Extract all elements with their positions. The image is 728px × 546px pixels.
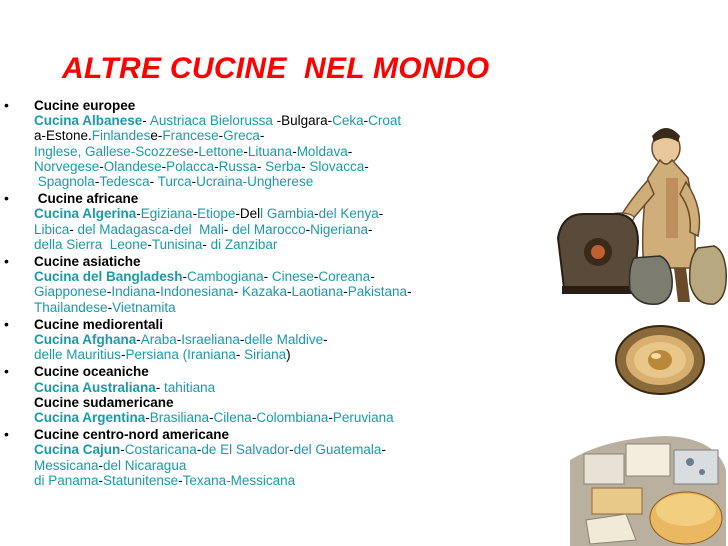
cuisine-link[interactable]: Greca [223, 128, 260, 144]
text-fragment: - [292, 143, 297, 159]
cuisine-link[interactable]: Colombiana [256, 410, 329, 426]
cuisine-link[interactable]: Norvegese [34, 158, 100, 174]
text-fragment: - [145, 410, 150, 426]
text-fragment: e- [150, 128, 163, 144]
bullet-icon: • [4, 426, 9, 443]
text-fragment: -Bulgara- [272, 113, 333, 129]
cuisine-link[interactable]: Cucina Argentina [34, 410, 146, 426]
text-line [34, 98, 524, 113]
text-fragment: - [121, 347, 126, 363]
text-fragment: - [214, 158, 219, 174]
cuisine-link[interactable]: Russa [218, 158, 257, 174]
text-fragment: - [178, 472, 183, 488]
text-fragment: - [314, 206, 319, 222]
cuisine-link[interactable]: Siriana [244, 347, 287, 363]
text-line [34, 458, 524, 473]
text-line [34, 128, 524, 143]
cuisine-link[interactable]: de El Salvador [201, 442, 290, 458]
text-line [34, 332, 524, 347]
text-fragment: - [155, 284, 161, 300]
text-fragment: -Del [235, 206, 261, 222]
text-fragment: - [147, 236, 152, 252]
text-fragment: - [233, 284, 242, 300]
cuisine-link[interactable]: Cinese [271, 269, 314, 285]
text-line [34, 174, 524, 189]
cuisine-link[interactable]: Giapponese [34, 284, 107, 300]
text-fragment: - [94, 174, 100, 190]
text-line [34, 395, 524, 410]
bullet-icon: • [4, 315, 9, 332]
cuisine-link[interactable]: Persiana (Iraniana [125, 347, 236, 363]
text-fragment: - [370, 269, 375, 285]
cuisine-link[interactable]: Tedesca [99, 174, 150, 190]
text-fragment: - [155, 379, 165, 395]
cuisine-link[interactable]: Cucina Albanese [34, 113, 143, 129]
text-fragment: - [182, 269, 188, 285]
cuisine-link[interactable]: Kazaka [241, 284, 287, 300]
text-fragment: - [323, 332, 328, 348]
cuisine-link[interactable]: Cilena [213, 410, 252, 426]
text-fragment: - [191, 174, 197, 190]
cuisine-list [4, 98, 524, 490]
text-line [34, 473, 524, 488]
text-fragment: - [142, 113, 150, 129]
text-line [34, 222, 524, 237]
cuisine-link[interactable]: di Zanzibar [210, 236, 278, 252]
cuisine-section [4, 427, 524, 488]
cuisine-link[interactable]: Pakistana [347, 284, 408, 300]
cuisine-link[interactable]: del Nicaragua [103, 457, 187, 473]
cuisine-link[interactable]: Araba [140, 332, 177, 348]
cuisine-link[interactable]: Moldava [296, 143, 348, 159]
text-line [34, 300, 524, 315]
cuisine-link[interactable]: Croat [368, 113, 402, 129]
cuisine-link[interactable]: Peruviana [332, 410, 394, 426]
cuisine-link[interactable]: Spagnola [34, 174, 95, 190]
cuisine-link[interactable]: Olandese [103, 158, 162, 174]
cuisine-link[interactable]: Austriaca Bielorussa [149, 113, 273, 129]
text-fragment: - [328, 410, 333, 426]
cuisine-section [4, 317, 524, 363]
text-line [34, 364, 524, 379]
cuisine-link[interactable]: del Madagasca [77, 221, 170, 237]
cuisine-link[interactable]: Texana-Messicana [182, 472, 296, 488]
cuisine-link[interactable]: delle Mauritius [34, 347, 122, 363]
cook-illustration [548, 118, 728, 310]
text-fragment: - [99, 158, 104, 174]
text-fragment: Cucine sudamericane [34, 394, 174, 410]
cuisine-link[interactable]: Lituana [247, 143, 293, 159]
text-fragment: - [407, 284, 412, 300]
text-fragment: - [98, 472, 104, 488]
text-fragment: - [136, 206, 141, 222]
text-fragment: - [192, 206, 198, 222]
cuisine-link[interactable]: Ceka [332, 113, 364, 129]
cuisine-link[interactable]: Indonesiana [160, 284, 234, 300]
cuisine-link[interactable]: Cambogiana [187, 269, 264, 285]
cuisine-link[interactable]: Cucina Afghana [34, 332, 137, 348]
text-fragment: - [378, 206, 384, 222]
cuisine-link[interactable]: Serba [265, 158, 302, 174]
cuisine-section [4, 364, 524, 425]
text-fragment: - [209, 410, 214, 426]
cuisine-section [4, 254, 524, 315]
text-line [34, 427, 524, 442]
text-fragment: - [69, 221, 78, 237]
cuisine-link[interactable]: Coreana [318, 269, 371, 285]
cuisine-link[interactable]: del Mali [173, 221, 224, 237]
text-line [34, 144, 524, 159]
text-fragment: - [289, 442, 294, 458]
text-line [34, 410, 524, 425]
text-line [34, 442, 524, 457]
text-line [34, 159, 524, 174]
cuisine-link[interactable]: Statunitense [103, 472, 179, 488]
text-fragment: - [193, 143, 199, 159]
bullet-icon: • [4, 253, 9, 270]
cuisine-link[interactable]: di Panama [34, 472, 99, 488]
cuisine-link[interactable]: Costaricana [124, 442, 197, 458]
cuisine-link[interactable]: del Kenya [318, 206, 379, 222]
cuisine-section [4, 98, 524, 189]
cuisine-link[interactable]: Inglese, Gallese-Scozzese [34, 143, 194, 159]
cuisine-link[interactable]: Cucina Australiana [34, 379, 156, 395]
cuisine-link[interactable]: Ucraina-Ungherese [196, 174, 314, 190]
text-fragment: a-Estone. [34, 128, 92, 144]
text-fragment: - [251, 410, 257, 426]
cuisine-link[interactable]: Indiana [111, 284, 156, 300]
text-line [34, 237, 524, 252]
text-fragment: - [313, 269, 319, 285]
cuisine-link[interactable]: Libica [34, 221, 70, 237]
text-fragment: - [106, 284, 112, 300]
cuisine-link[interactable]: tahitiana [164, 379, 216, 395]
text-fragment: - [363, 113, 369, 129]
cuisine-link[interactable]: Cucina Cajun [34, 442, 121, 458]
text-fragment: - [286, 284, 292, 300]
cuisine-link[interactable]: Nigeriana [310, 221, 368, 237]
text-line [34, 113, 524, 128]
cuisine-link[interactable]: delle Maldive [244, 332, 324, 348]
text-fragment: - [347, 143, 353, 159]
text-fragment: Cucine mediorentali [34, 316, 164, 332]
text-fragment: - [196, 442, 202, 458]
text-fragment: Cucine africane [34, 191, 139, 207]
text-line [34, 284, 524, 299]
cuisine-link[interactable]: Turca [157, 174, 192, 190]
text-fragment: ) [286, 347, 291, 363]
text-fragment: - [107, 299, 113, 315]
text-fragment: - [176, 332, 182, 348]
cuisine-section [4, 191, 524, 252]
text-fragment: - [169, 221, 174, 237]
text-fragment: - [263, 269, 272, 285]
cuisine-link[interactable]: Finlandes [91, 128, 151, 144]
text-fragment: - [235, 347, 245, 363]
cuisine-link[interactable]: Francese [162, 128, 219, 144]
cuisine-link[interactable]: Brasiliana [149, 410, 210, 426]
text-fragment: - [239, 332, 245, 348]
cuisine-link[interactable]: Tunisina [151, 236, 203, 252]
text-fragment: - [136, 332, 141, 348]
cuisine-link[interactable]: Egiziana [140, 206, 193, 222]
cuisine-link[interactable]: Laotiana [291, 284, 344, 300]
text-fragment: - [301, 158, 310, 174]
cuisine-link[interactable]: Cucina del Bangladesh [34, 269, 183, 285]
text-line [34, 269, 524, 284]
bullet-icon: • [4, 363, 9, 380]
text-fragment: - [149, 174, 158, 190]
text-line [34, 317, 524, 332]
cuisine-link[interactable]: Polacca [166, 158, 215, 174]
text-fragment: - [343, 284, 348, 300]
text-line [34, 206, 524, 221]
cuisine-link[interactable]: Messicana [34, 457, 99, 473]
cuisine-link[interactable]: Etiope [197, 206, 236, 222]
text-fragment: Cucine asiatiche [34, 254, 141, 270]
cuisine-link[interactable]: Cucina Algerina [34, 206, 137, 222]
cuisine-link[interactable]: Slovacca [309, 158, 365, 174]
bullet-icon: • [4, 190, 9, 207]
text-fragment: Cucine centro-nord americane [34, 427, 230, 443]
text-line [34, 380, 524, 395]
text-fragment: - [305, 221, 311, 237]
cuisine-link[interactable]: Vietnamita [112, 299, 176, 315]
text-fragment: - [364, 158, 369, 174]
cheese-platter-photo [566, 410, 728, 546]
text-line [34, 254, 524, 269]
text-fragment: Cucine europee [34, 98, 136, 113]
slide-title: ALTRE CUCINE NEL MONDO [62, 52, 490, 85]
cuisine-link[interactable]: l Gambia [260, 206, 315, 222]
text-fragment: - [223, 221, 233, 237]
bullet-icon: • [4, 97, 9, 113]
text-fragment: - [259, 128, 265, 144]
text-line [34, 347, 524, 362]
cuisine-link[interactable]: del Guatemala [293, 442, 382, 458]
cuisine-link[interactable]: Lettone [198, 143, 244, 159]
text-fragment: - [120, 442, 125, 458]
text-fragment: - [381, 442, 386, 458]
text-fragment: Cucine oceaniche [34, 364, 149, 380]
text-fragment: - [202, 236, 211, 252]
text-fragment: - [161, 158, 167, 174]
text-line [34, 191, 524, 206]
cuisine-link[interactable]: Thailandese [34, 299, 108, 315]
cuisine-link[interactable]: del Marocco [232, 221, 306, 237]
bowl-illustration [612, 320, 708, 398]
text-fragment: - [98, 457, 104, 473]
text-fragment: - [218, 128, 224, 144]
cuisine-link[interactable]: della Sierra Leone [34, 236, 148, 252]
text-fragment: - [256, 158, 266, 174]
text-fragment: - [243, 143, 248, 159]
text-fragment: - [367, 221, 373, 237]
cuisine-link[interactable]: Israeliana [181, 332, 240, 348]
